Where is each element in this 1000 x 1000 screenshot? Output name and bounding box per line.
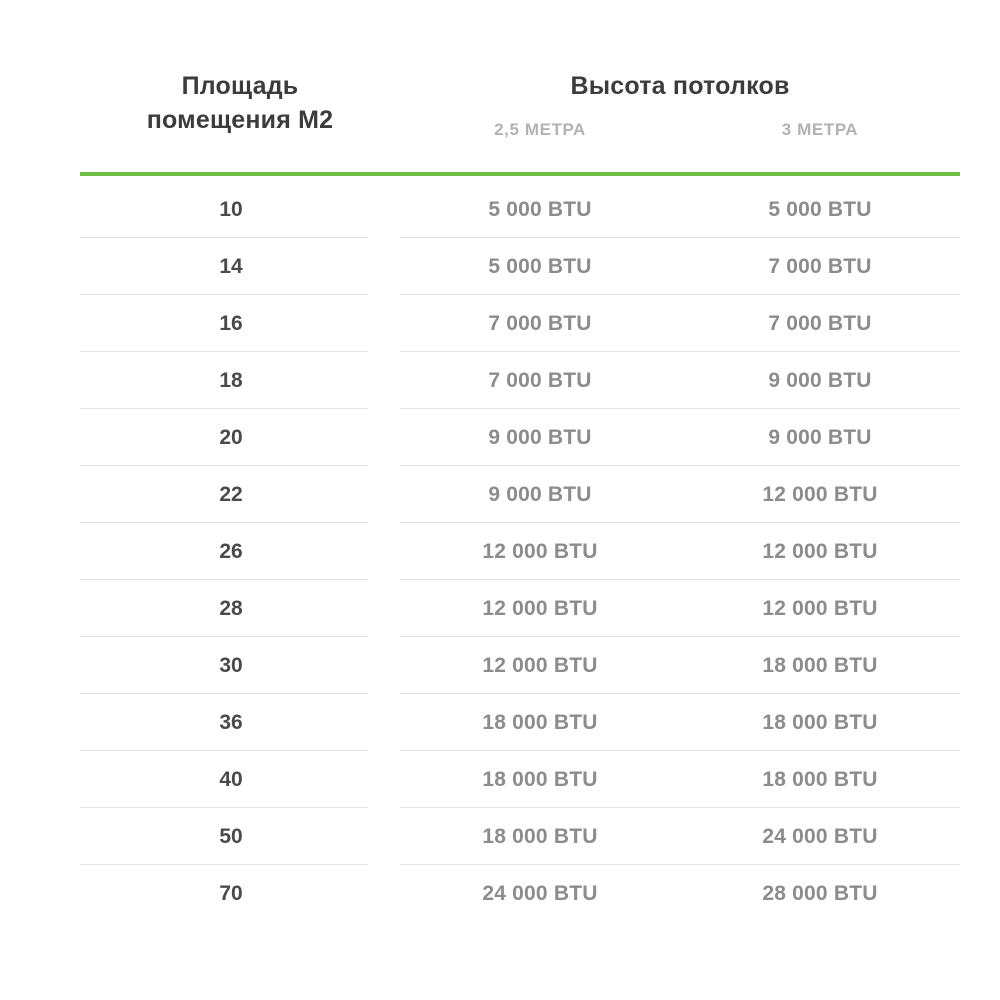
cell-area: 28 <box>219 596 243 620</box>
table-row <box>80 409 960 466</box>
cell-area: 16 <box>219 311 243 335</box>
column-header-area-line2: помещения М2 <box>146 105 334 134</box>
table-row <box>80 808 960 865</box>
cell-area: 14 <box>219 254 243 278</box>
cell-btu-3m: 28 000 BTU <box>762 881 878 905</box>
cell-btu-2-5m: 12 000 BTU <box>482 653 598 677</box>
table-header <box>80 60 960 175</box>
cell-btu-2-5m: 7 000 BTU <box>488 368 592 392</box>
column-header-area <box>80 70 400 138</box>
cell-btu-2-5m: 5 000 BTU <box>488 197 592 221</box>
row-divider-right <box>400 921 960 922</box>
cell-btu-3m: 18 000 BTU <box>762 767 878 791</box>
cell-area: 40 <box>219 767 243 791</box>
cell-btu-3m: 18 000 BTU <box>762 710 878 734</box>
cell-btu-2-5m: 18 000 BTU <box>482 824 598 848</box>
table-row <box>80 865 960 922</box>
cell-btu-2-5m: 18 000 BTU <box>482 710 598 734</box>
cell-area: 30 <box>219 653 243 677</box>
table-row <box>80 694 960 751</box>
table-row <box>80 466 960 523</box>
table-row <box>80 352 960 409</box>
cell-btu-3m: 9 000 BTU <box>768 425 872 449</box>
column-header-ceiling: Высота потолков <box>570 72 790 100</box>
cell-btu-2-5m: 24 000 BTU <box>482 881 598 905</box>
cell-btu-2-5m: 9 000 BTU <box>488 482 592 506</box>
table-row <box>80 751 960 808</box>
table-row <box>80 238 960 295</box>
cell-btu-3m: 7 000 BTU <box>768 311 872 335</box>
cell-btu-2-5m: 5 000 BTU <box>488 254 592 278</box>
cell-btu-3m: 12 000 BTU <box>762 596 878 620</box>
column-header-area-line1: Площадь <box>181 72 299 100</box>
cell-btu-2-5m: 9 000 BTU <box>488 425 592 449</box>
accent-divider <box>80 172 960 176</box>
cell-btu-3m: 5 000 BTU <box>768 197 872 221</box>
cell-btu-3m: 7 000 BTU <box>768 254 872 278</box>
cell-area: 18 <box>219 368 243 392</box>
table-row <box>80 295 960 352</box>
table-row <box>80 181 960 238</box>
table-row <box>80 523 960 580</box>
table-body <box>80 181 960 922</box>
table-row <box>80 580 960 637</box>
cell-btu-3m: 24 000 BTU <box>762 824 878 848</box>
cell-btu-3m: 9 000 BTU <box>768 368 872 392</box>
cell-area: 36 <box>219 710 243 734</box>
column-subheader-3m: 3 МЕТРА <box>781 120 859 139</box>
cell-btu-2-5m: 18 000 BTU <box>482 767 598 791</box>
cell-area: 70 <box>219 881 243 905</box>
cell-btu-3m: 12 000 BTU <box>762 539 878 563</box>
cell-area: 26 <box>219 539 243 563</box>
cell-btu-2-5m: 12 000 BTU <box>482 539 598 563</box>
btu-table <box>80 60 960 922</box>
cell-area: 20 <box>219 425 243 449</box>
cell-btu-2-5m: 12 000 BTU <box>482 596 598 620</box>
cell-btu-3m: 12 000 BTU <box>762 482 878 506</box>
column-subheader-2-5m: 2,5 МЕТРА <box>494 120 586 139</box>
cell-area: 10 <box>219 197 243 221</box>
cell-area: 50 <box>219 824 243 848</box>
cell-btu-3m: 18 000 BTU <box>762 653 878 677</box>
cell-area: 22 <box>219 482 243 506</box>
cell-btu-2-5m: 7 000 BTU <box>488 311 592 335</box>
table-row <box>80 637 960 694</box>
row-divider-left <box>80 921 368 922</box>
